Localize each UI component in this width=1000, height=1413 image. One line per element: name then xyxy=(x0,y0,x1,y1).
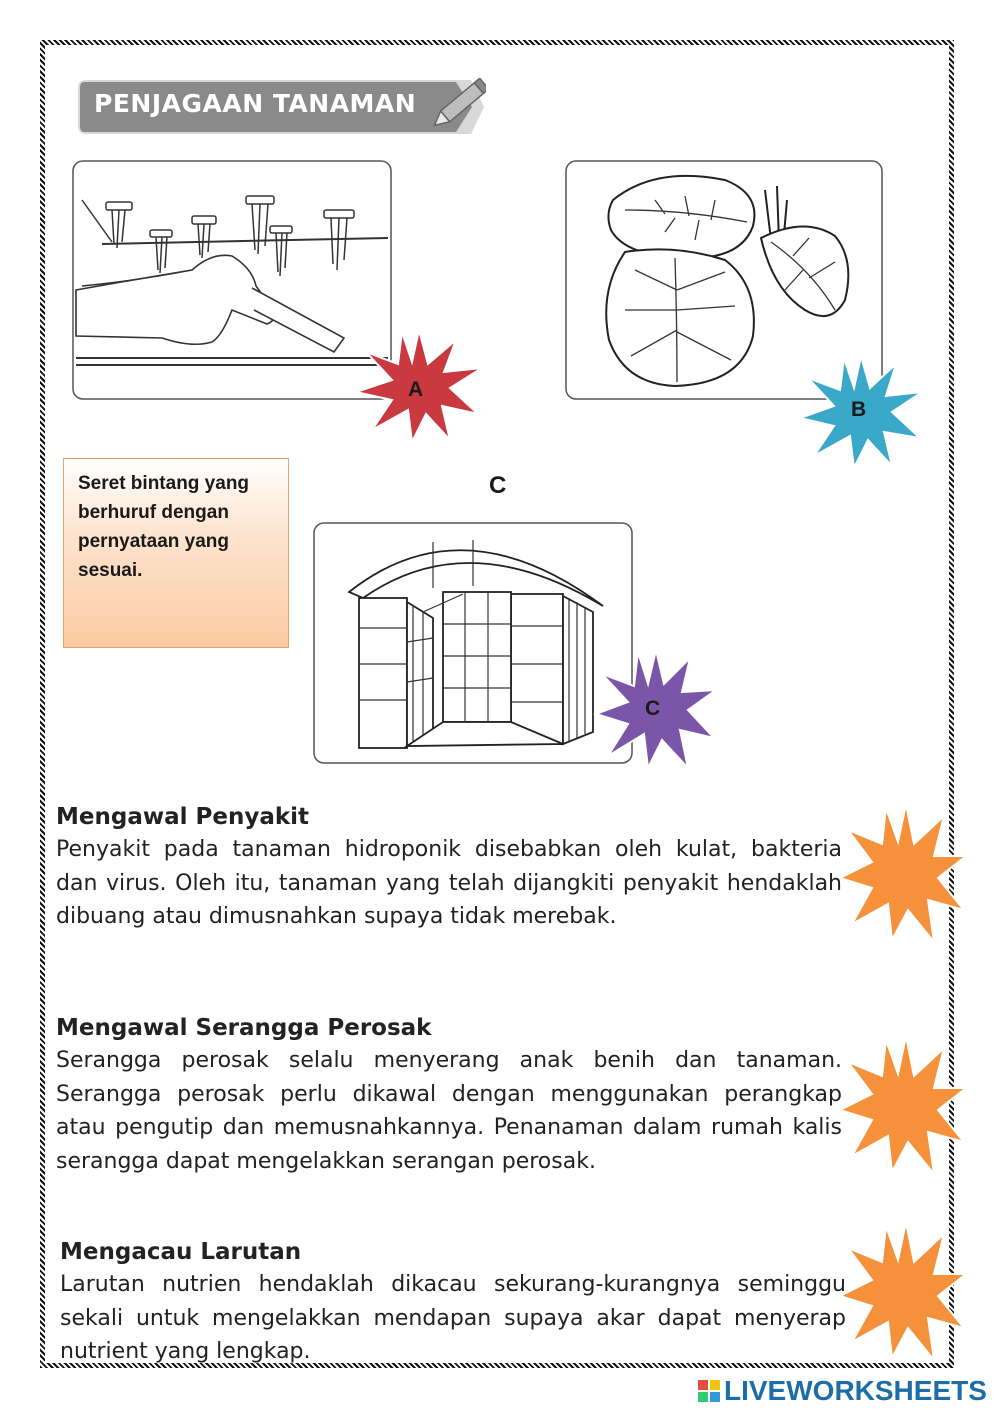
liveworksheets-logo xyxy=(698,1377,987,1405)
star-c-label[interactable]: C xyxy=(645,697,661,720)
logo-icon xyxy=(698,1380,720,1402)
section-heading: Mengacau Larutan xyxy=(60,1239,302,1265)
star-a-label[interactable]: A xyxy=(408,378,424,401)
star-shape[interactable] xyxy=(840,1036,966,1174)
drop-target-star-1[interactable] xyxy=(836,800,970,946)
drop-target-star-3[interactable] xyxy=(836,1218,970,1364)
section-body: Larutan nutrien hendaklah dikacau sekurang-kurangnya seminggu sekali untuk mengelakkan mendapan supaya akar dapat menyerap nutrient yang lengkap. xyxy=(60,1272,846,1364)
star-shape[interactable] xyxy=(840,804,966,942)
star-shape[interactable] xyxy=(840,1222,966,1360)
section-body: Serangga perosak selalu menyerang anak benih dan tanaman. Serangga perosak perlu dikawal dengan menggunakan perangkap atau pengutip dan memusnahkannya. Penanaman dalam rumah kalis serangga dapat mengelakkan serangan perosak. xyxy=(56,1048,842,1174)
section-mengawal-penyakit xyxy=(56,801,842,934)
instruction-text: Seret bintang yang berhuruf dengan pernyataan yang sesuai. xyxy=(78,473,250,581)
picture-c-greenhouse xyxy=(313,522,633,764)
drop-target-star-2[interactable] xyxy=(836,1032,970,1178)
page-title: PENJAGAAN TANAMAN xyxy=(94,89,417,118)
section-mengawal-serangga-perosak xyxy=(56,1012,842,1178)
section-heading: Mengawal Serangga Perosak xyxy=(56,1015,432,1041)
section-body: Penyakit pada tanaman hidroponik disebabkan oleh kulat, bakteria dan virus. Oleh itu, tanaman yang telah dijangkiti penyakit hendaklah dibuang atau dimusnahkan supaya tidak merebak. xyxy=(56,837,842,929)
instruction-box xyxy=(63,458,289,648)
picture-c-caption: C xyxy=(489,472,507,499)
section-heading: Mengawal Penyakit xyxy=(56,804,310,830)
picture-a-hydroponic-plants xyxy=(72,160,392,400)
star-b-label[interactable]: B xyxy=(851,398,867,421)
section-mengacau-larutan xyxy=(60,1236,846,1369)
logo-text: LIVEWORKSHEETS xyxy=(724,1375,987,1406)
